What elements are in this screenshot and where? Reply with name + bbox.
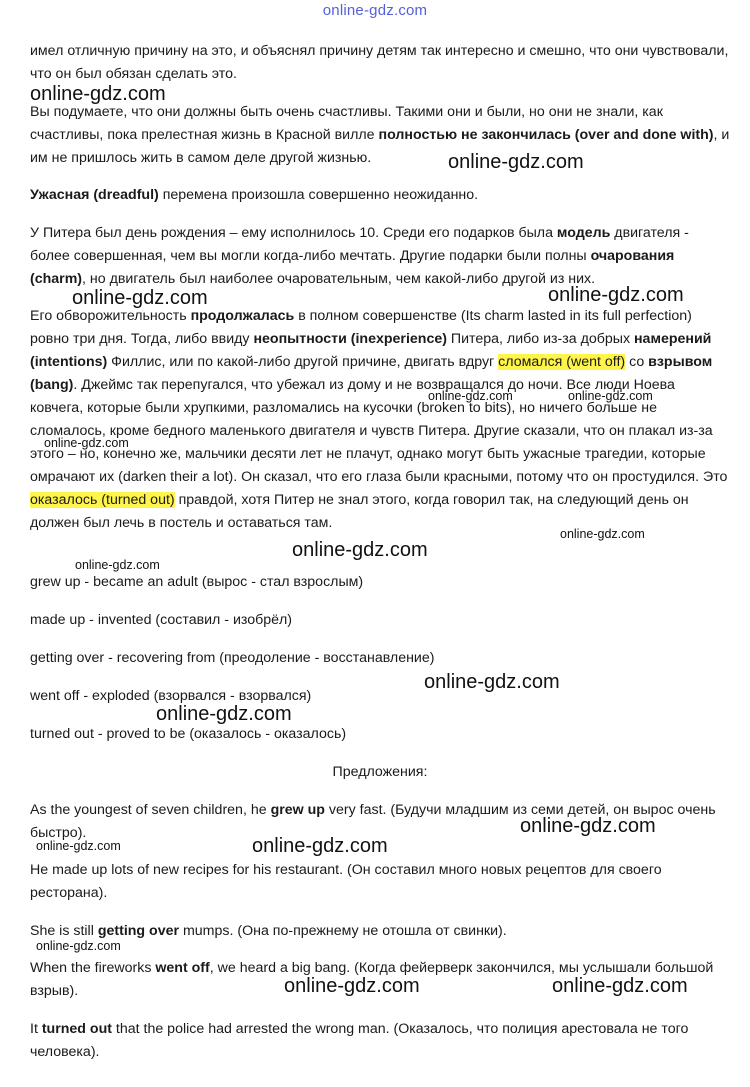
text-run: made up - invented (составил - изобрёл)	[30, 612, 293, 628]
bold-phrase: неопытности (inexperience)	[253, 331, 447, 347]
bold-phrase: намерений (intentions)	[30, 331, 712, 370]
vocab-line-getting-over	[30, 647, 730, 670]
paragraph-3	[30, 184, 730, 207]
watermark: online-gdz.com	[560, 527, 645, 541]
bold-phrase: grew up	[270, 802, 325, 818]
watermark: online-gdz.com	[72, 287, 208, 309]
text-run: . Джеймс так перепугался, что убежал из дому и не возвращался до ночи. Все люди Ноева ковчега, которые были хрупкими, разломались на кусочки (broken to bits), но ничего больше не сломалось, кроме бедного маленького двигателя и чувств Питера. Другие сказали, что он плакал из-за этого – но, конечно же, мальчики десяти лет не плачут, однако могут быть ужасные трагедии, которые омрачают их (darken their a lot). Он сказал, что его глаза были красными, потому что он простудился. Это	[30, 377, 728, 485]
text-run: very fast. (Будучи младшим из семи детей, он вырос очень быстро).	[30, 802, 716, 841]
watermark: online-gdz.com	[44, 436, 129, 450]
vocab-line-turned-out	[30, 723, 730, 746]
text-run: It	[30, 1021, 42, 1037]
text-run: mumps. (Она по-прежнему не отошла от свинки).	[179, 923, 507, 939]
watermark: online-gdz.com	[36, 839, 121, 853]
bold-phrase: модель	[556, 225, 611, 241]
vocab-line-grew-up	[30, 571, 730, 594]
text-run: Вы подумаете, что они должны быть очень счастливы. Такими они и были, но они не знали, как счастливы, пока прелестная жизнь в Красной вилле	[30, 104, 663, 143]
text-run: She is still	[30, 923, 98, 939]
paragraph-2	[30, 101, 730, 170]
text-run: getting over - recovering from (преодоление - восстанавление)	[30, 650, 435, 666]
watermark: online-gdz.com	[292, 539, 428, 561]
paragraph-5	[30, 305, 730, 535]
sentence-5	[30, 1018, 730, 1064]
text-run: When the fireworks	[30, 960, 156, 976]
text-run: Питера, либо из-за добрых	[446, 331, 634, 347]
text-run: Предложения:	[332, 764, 428, 780]
vocab-line-went-off	[30, 685, 730, 708]
bold-phrase: turned out	[41, 1021, 112, 1037]
text-run: , и им не пришлось жить в самом деле другой жизнью.	[30, 127, 730, 166]
text-run: went off - exploded (взорвался - взорвался)	[30, 688, 312, 704]
bold-phrase: очарования (charm)	[30, 248, 675, 287]
highlighted-phrase: оказалось (turned out)	[30, 492, 175, 508]
bold-phrase: went off	[155, 960, 210, 976]
watermark: online-gdz.com	[36, 939, 121, 953]
text-run: As the youngest of seven children, he	[30, 802, 271, 818]
sentence-2	[30, 859, 730, 905]
watermark: online-gdz.com	[156, 703, 292, 725]
paragraph-1	[30, 40, 730, 86]
text-run: в полном совершенстве (Its charm lasted in its full perfection) ровно три дня. Тогда, либо ввиду	[30, 308, 692, 347]
watermark: online-gdz.com	[75, 558, 160, 572]
text-run: , но двигатель был наиболее очаровательным, чем какой-либо другой из них.	[82, 271, 596, 287]
watermark: online-gdz.com	[284, 975, 420, 997]
text-run: правдой, хотя Питер не знал этого, когда говорил так, на следующий день он должен был лечь в постель и оставаться там.	[30, 492, 689, 531]
watermark: online-gdz.com	[520, 815, 656, 837]
text-run: grew up - became an adult (вырос - стал взрослым)	[30, 574, 364, 590]
text-run: , we heard a big bang. (Когда фейерверк закончился, мы услышали большой взрыв).	[30, 960, 714, 999]
text-run: со	[625, 354, 649, 370]
watermark: online-gdz.com	[568, 389, 653, 403]
watermark: online-gdz.com	[552, 975, 688, 997]
watermark: online-gdz.com	[548, 284, 684, 306]
section-heading	[30, 761, 730, 784]
watermark: online-gdz.com	[252, 835, 388, 857]
watermark: online-gdz.com	[30, 83, 166, 105]
text-run: turned out - proved to be (оказалось - оказалось)	[30, 726, 347, 742]
text-run: Филлис, или по какой-либо другой причине, двигать вдруг	[107, 354, 499, 370]
bold-phrase: продолжалась	[190, 308, 295, 324]
site-header-logo[interactable]: online-gdz.com	[322, 2, 428, 19]
vocab-line-made-up	[30, 609, 730, 632]
bold-phrase: полностью не закончилась (over and done with)	[378, 127, 714, 143]
watermark: online-gdz.com	[428, 389, 513, 403]
watermark: online-gdz.com	[448, 151, 584, 173]
text-run: имел отличную причину на это, и объяснял причину детям так интересно и смешно, что они чувствовали, что он был обязан сделать это.	[30, 43, 729, 82]
highlighted-phrase: сломался (went off)	[498, 354, 626, 370]
paragraph-4	[30, 222, 730, 291]
text-run: перемена произошла совершенно неожиданно.	[158, 187, 479, 203]
bold-phrase: взрывом (bang)	[30, 354, 713, 393]
text-run: He made up lots of new recipes for his restaurant. (Он составил много новых рецептов для своего ресторана).	[30, 862, 662, 901]
bold-phrase: getting over	[97, 923, 180, 939]
text-run: У Питера был день рождения – ему исполнилось 10. Среди его подарков была	[30, 225, 557, 241]
sentence-3	[30, 920, 730, 943]
bold-phrase: Ужасная (dreadful)	[30, 187, 159, 203]
text-run: двигателя - более совершенная, чем вы могли когда-либо мечтать. Другие подарки были полны	[30, 225, 689, 264]
text-run: that the police had arrested the wrong man. (Оказалось, что полиция арестовала не того человека).	[30, 1021, 689, 1060]
text-run: Его обворожительность	[30, 308, 191, 324]
watermark: online-gdz.com	[424, 671, 560, 693]
